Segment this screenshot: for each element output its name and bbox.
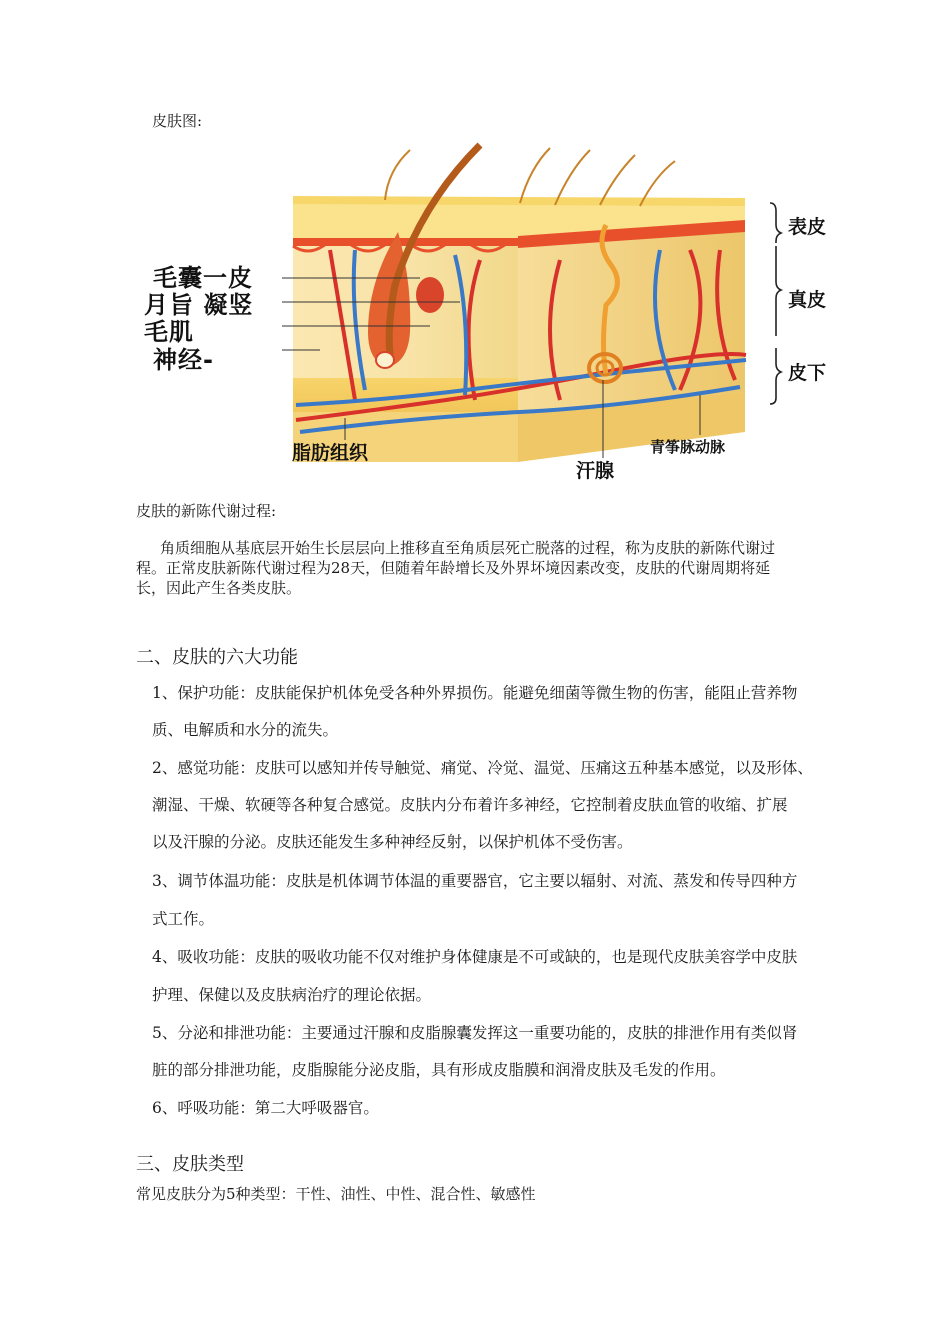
skin-types-line: 常见皮肤分为5种类型：干性、油性、中性、混合性、敏感性: [136, 1185, 536, 1203]
metabolism-title: 皮肤的新陈代谢过程:: [136, 502, 277, 520]
layer-braces: [770, 203, 781, 404]
function-line-6: 3、调节体温功能：皮肤是机体调节体温的重要器官，它主要以辐射、对流、蒸发和传导四种方: [152, 872, 798, 890]
function-line-9: 护理、保健以及皮肤病治疗的理论依据。: [152, 986, 432, 1004]
function-line-10: 5、分泌和排泄功能：主要通过汗腺和皮脂腺囊发挥这一重要功能的，皮肤的排泄作用有类似肾: [152, 1024, 798, 1042]
label-fat-tissue: 脂肪组织: [292, 442, 369, 464]
label-hair-follicle: 毛囊一皮: [153, 264, 253, 292]
metabolism-line-1: 角质细胞从基底层开始生长层层向上推移直至角质层死亡脱落的过程，称为皮肤的新陈代谢过: [160, 539, 776, 557]
function-line-1: 1、保护功能：皮肤能保护机体免受各种外界损伤。能避免细菌等微生物的伤害，能阻止营养物: [152, 684, 798, 702]
label-sebaceous-erector: 月旨 凝竖: [144, 291, 254, 319]
metabolism-line-3: 长，因此产生各类皮肤。: [136, 579, 302, 597]
skin-structure-diagram: [0, 0, 950, 500]
function-line-3: 2、感觉功能：皮肤可以感知并传导触觉、痛觉、冷觉、温觉、压痛这五种基本感觉，以及形体、: [152, 759, 813, 777]
label-vein-artery: 青筝脉动脉: [650, 438, 726, 456]
label-nerve: 神经-: [153, 346, 214, 374]
metabolism-line-2: 程。正常皮肤新陈代谢过程为28天，但随着年龄增长及外界坏境因素改变，皮肤的代谢周期将延: [136, 559, 771, 577]
function-line-7: 式工作。: [152, 910, 215, 928]
label-dermis: 真皮: [788, 289, 827, 311]
label-sweat-gland: 汗腺: [576, 460, 615, 482]
section-3-heading: 三、皮肤类型: [136, 1154, 244, 1175]
function-line-11: 脏的部分排泄功能，皮脂腺能分泌皮脂，具有形成皮脂膜和润滑皮肤及毛发的作用。: [152, 1061, 726, 1079]
function-line-2: 质、电解质和水分的流失。: [152, 721, 339, 739]
section-2-heading: 二、皮肤的六大功能: [136, 647, 298, 668]
function-line-5: 以及汗腺的分泌。皮肤还能发生多种神经反射，以保护机体不受伤害。: [152, 833, 633, 851]
label-epidermis: 表皮: [788, 216, 827, 238]
figure-caption: 皮肤图:: [152, 112, 203, 130]
function-line-8: 4、吸收功能：皮肤的吸收功能不仅对维护身体健康是不可或缺的，也是现代皮肤美容学中皮肤: [152, 948, 798, 966]
function-line-12: 6、呼吸功能：第二大呼吸器官。: [152, 1099, 379, 1117]
label-hair-muscle: 毛肌: [144, 318, 194, 346]
label-subcutis: 皮下: [788, 362, 827, 384]
function-line-4: 潮湿、干燥、软硬等各种复合感觉。皮肤内分布着许多神经，它控制着皮肤血管的收缩、扩展: [152, 796, 788, 814]
